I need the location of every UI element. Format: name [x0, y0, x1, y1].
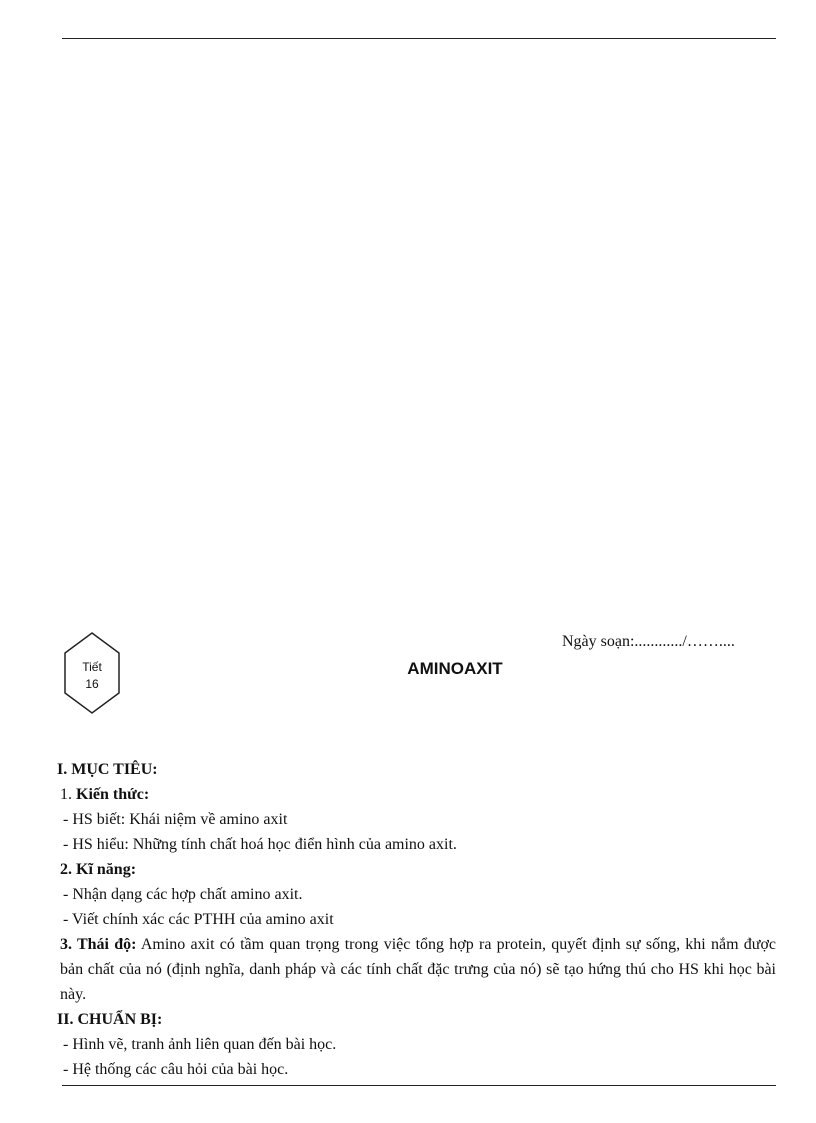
preparation-item: - Hệ thống các câu hỏi của bài học.	[63, 1061, 289, 1078]
attitude-text: Amino axit có tầm quan trọng trong việc tổng hợp ra protein, quyết định sự sống, khi nắm được bản chất của nó (định nghĩa, danh pháp và các tính chất đặc trưng của nó) sẽ tạo hứng thú cho HS khi học bài này.	[60, 936, 777, 1003]
top-rule	[62, 38, 776, 39]
date-prepared: Ngày soạn:............/……....	[562, 633, 735, 650]
knowledge-title: Kiến thức:	[76, 786, 150, 803]
knowledge-heading	[57, 782, 776, 807]
skills-item: - Nhận dạng các hợp chất amino axit.	[63, 886, 303, 903]
knowledge-number: 1.	[60, 786, 72, 803]
lesson-number: 16	[85, 677, 99, 691]
page-title: AMINOAXIT	[407, 659, 503, 678]
preparation-item: - Hình vẽ, tranh ảnh liên quan đến bài học.	[63, 1036, 337, 1053]
skills-heading: 2. Kĩ năng:	[60, 861, 137, 878]
bottom-rule	[62, 1085, 776, 1086]
lesson-content	[57, 757, 776, 1082]
knowledge-item: - HS hiểu: Những tính chất hoá học điển hình của amino axit.	[63, 836, 457, 853]
attitude-paragraph	[57, 932, 776, 1007]
lesson-label: Tiết	[82, 660, 102, 674]
attitude-heading: 3. Thái độ:	[60, 936, 137, 953]
objectives-heading: I. MỤC TIÊU:	[57, 761, 158, 778]
skills-item: - Viết chính xác các PTHH của amino axit	[63, 911, 334, 928]
preparation-heading: II. CHUẨN BỊ:	[57, 1011, 163, 1028]
lesson-number-label	[63, 659, 121, 693]
knowledge-item: - HS biết: Khái niệm về amino axit	[63, 811, 288, 828]
